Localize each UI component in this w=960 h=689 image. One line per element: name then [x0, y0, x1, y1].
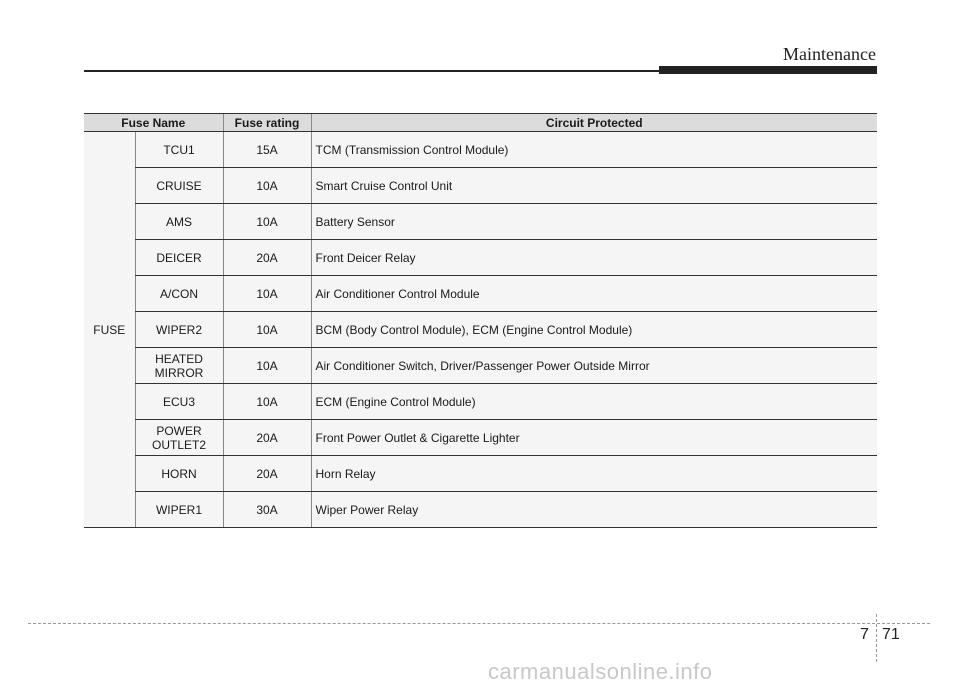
circuit-protected: Front Power Outlet & Cigarette Lighter: [311, 420, 877, 456]
column-header-circuit-protected: Circuit Protected: [311, 114, 877, 132]
header-rule: [84, 70, 659, 72]
fuse-name: ECU3: [135, 384, 223, 420]
circuit-protected: ECM (Engine Control Module): [311, 384, 877, 420]
page-section-title: Maintenance: [783, 44, 876, 64]
fuse-name: WIPER2: [135, 312, 223, 348]
fuse-name: [135, 420, 223, 456]
fuse-rating: 15A: [223, 132, 311, 168]
fuse-name-line: POWER: [156, 423, 202, 438]
fuse-rating: 10A: [223, 312, 311, 348]
fuse-group-label: FUSE: [84, 132, 135, 528]
column-header-fuse-name: Fuse Name: [84, 114, 223, 132]
fuse-rating: 30A: [223, 492, 311, 528]
table-row: [84, 132, 877, 168]
fuse-name-line: OUTLET2: [151, 437, 206, 452]
chapter-number: 7: [860, 626, 869, 643]
table-row: [84, 204, 877, 240]
footer-rule: [28, 623, 930, 624]
fuse-rating: 20A: [223, 456, 311, 492]
table-row: [84, 492, 877, 528]
fuse-table: [84, 113, 877, 528]
circuit-protected: Air Conditioner Control Module: [311, 276, 877, 312]
fuse-name: WIPER1: [135, 492, 223, 528]
fuse-name: CRUISE: [135, 168, 223, 204]
table-row: [84, 312, 877, 348]
circuit-protected: Horn Relay: [311, 456, 877, 492]
table-row: [84, 384, 877, 420]
fuse-name: A/CON: [135, 276, 223, 312]
fuse-rating: 20A: [223, 420, 311, 456]
header-rule-accent: [659, 66, 877, 74]
fuse-rating: 10A: [223, 276, 311, 312]
fuse-rating: 10A: [223, 168, 311, 204]
fuse-rating: 10A: [223, 348, 311, 384]
circuit-protected: BCM (Body Control Module), ECM (Engine Control Module): [311, 312, 877, 348]
table-header-row: [84, 114, 877, 132]
table-row: [84, 240, 877, 276]
fuse-rating: 20A: [223, 240, 311, 276]
circuit-protected: Smart Cruise Control Unit: [311, 168, 877, 204]
fuse-rating: 10A: [223, 384, 311, 420]
fuse-name-line: MIRROR: [154, 365, 204, 380]
table-row: [84, 420, 877, 456]
circuit-protected: Battery Sensor: [311, 204, 877, 240]
page-number: 71: [882, 626, 900, 643]
circuit-protected: Front Deicer Relay: [311, 240, 877, 276]
table-row: [84, 276, 877, 312]
fuse-name: HORN: [135, 456, 223, 492]
fuse-rating: 10A: [223, 204, 311, 240]
fuse-name: TCU1: [135, 132, 223, 168]
circuit-protected: TCM (Transmission Control Module): [311, 132, 877, 168]
watermark-text: carmanualsonline.info: [488, 659, 713, 684]
fuse-name: [135, 348, 223, 384]
fuse-name-line: HEATED: [155, 351, 203, 366]
page-number-divider: [876, 614, 877, 662]
fuse-name: AMS: [135, 204, 223, 240]
table-row: [84, 348, 877, 384]
table-row: [84, 456, 877, 492]
table-row: [84, 168, 877, 204]
circuit-protected: Air Conditioner Switch, Driver/Passenger Power Outside Mirror: [311, 348, 877, 384]
circuit-protected: Wiper Power Relay: [311, 492, 877, 528]
column-header-fuse-rating: Fuse rating: [223, 114, 311, 132]
fuse-name: DEICER: [135, 240, 223, 276]
